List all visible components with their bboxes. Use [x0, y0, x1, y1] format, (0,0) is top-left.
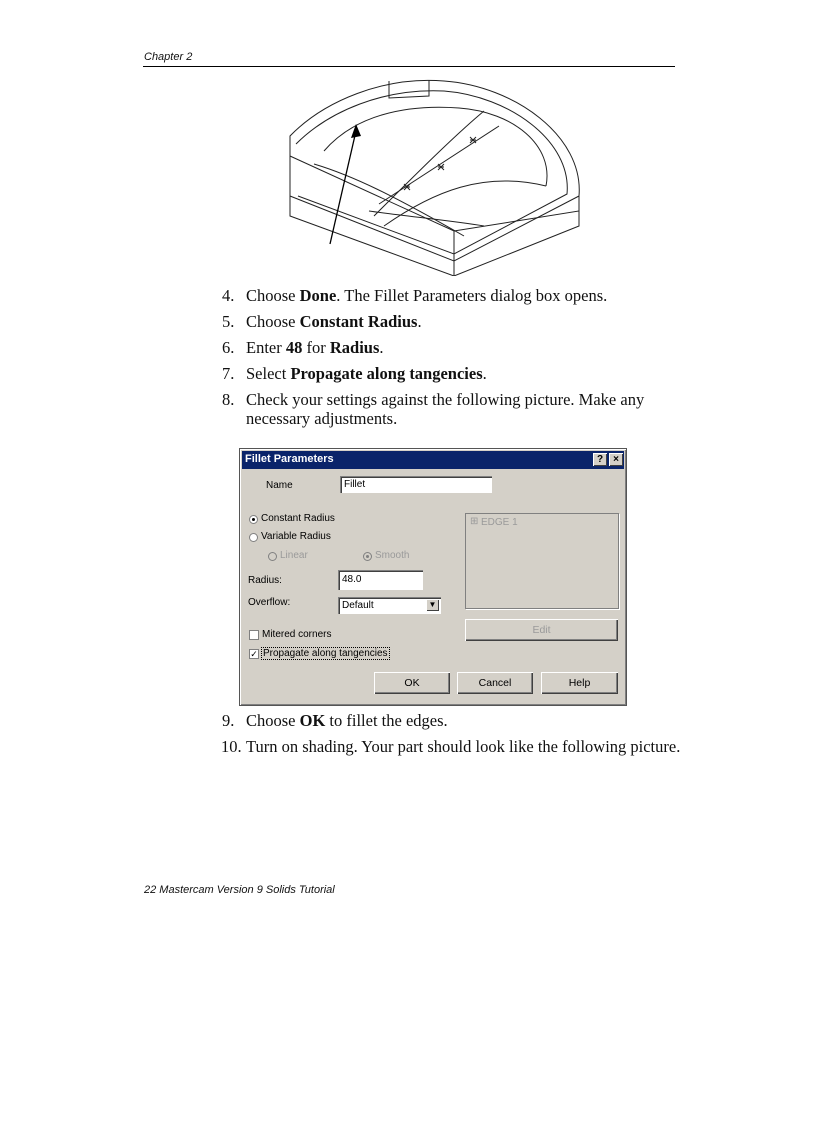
cancel-button[interactable]: Cancel [457, 672, 533, 694]
linear-radio[interactable] [268, 552, 277, 561]
dialog-titlebar [242, 451, 624, 469]
arrow-icon [330, 124, 361, 244]
name-input[interactable]: Fillet [340, 476, 492, 493]
mitered-corners-label: Mitered corners [262, 629, 332, 640]
step-5: 5. Choose Constant Radius. [222, 312, 422, 331]
part-wireframe-figure [284, 76, 594, 276]
steps-list-a [222, 286, 682, 435]
dropdown-arrow-icon[interactable]: ▼ [426, 599, 439, 611]
step-7: 7. Select Propagate along tangencies. [222, 364, 487, 383]
ok-button[interactable]: OK [374, 672, 450, 694]
step-9: 9. Choose OK to fillet the edges. [222, 711, 448, 730]
chapter-header: Chapter 2 [144, 51, 193, 63]
variable-radius-radio[interactable] [249, 533, 258, 542]
fillet-parameters-dialog [239, 448, 627, 706]
close-icon[interactable]: × [609, 453, 623, 466]
constant-radius-label: Constant Radius [261, 513, 335, 524]
help-icon[interactable]: ? [593, 453, 607, 466]
page-footer: 22 Mastercam Version 9 Solids Tutorial [144, 884, 335, 896]
edit-button[interactable]: Edit [465, 619, 618, 641]
step-4: 4. Choose Done. The Fillet Parameters dialog box opens. [222, 286, 608, 305]
smooth-radio[interactable] [363, 552, 372, 561]
radius-input[interactable]: 48.0 [338, 570, 423, 590]
step-6: 6. Enter 48 for Radius. [222, 338, 384, 357]
constant-radius-radio[interactable] [249, 515, 258, 524]
overflow-value: Default [342, 600, 374, 611]
mitered-corners-checkbox[interactable] [249, 630, 259, 640]
radius-label: Radius: [248, 575, 282, 586]
edge-tree-box [465, 513, 619, 609]
help-button[interactable]: Help [541, 672, 618, 694]
dialog-title: Fillet Parameters [245, 453, 334, 465]
step-8: 8. Check your settings against the following picture. Make any necessary adjustments. [222, 390, 645, 428]
overflow-label: Overflow: [248, 597, 291, 608]
header-rule [143, 66, 675, 67]
variable-radius-label: Variable Radius [261, 531, 331, 542]
step-10: 10. Turn on shading. Your part should look like the following picture. [221, 737, 681, 756]
tree-expander-icon[interactable]: ⊞ [470, 516, 479, 527]
propagate-label: Propagate along tangencies [263, 648, 388, 659]
steps-list-b [222, 711, 682, 763]
name-label: Name [266, 480, 293, 491]
overflow-select[interactable] [338, 597, 441, 614]
linear-label: Linear [280, 550, 308, 561]
tree-item-edge[interactable]: EDGE 1 [481, 517, 518, 528]
propagate-checkbox[interactable]: ✓ [250, 649, 258, 659]
smooth-label: Smooth [375, 550, 410, 561]
